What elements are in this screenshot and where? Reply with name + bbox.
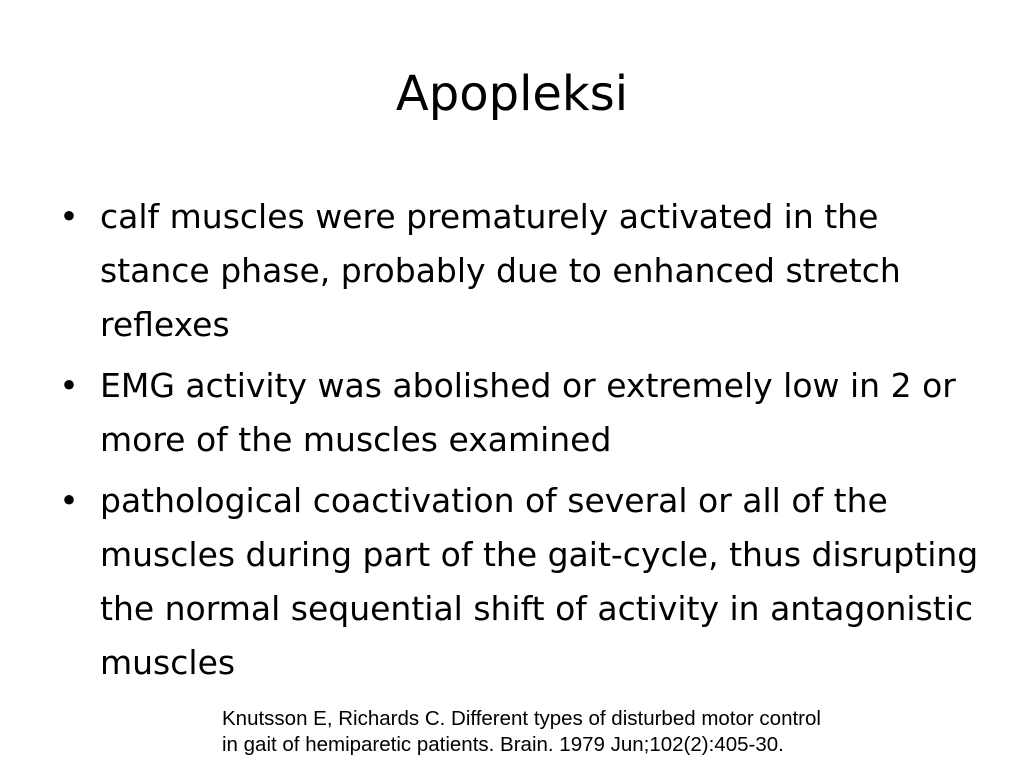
- bullet-item: [52, 190, 982, 352]
- bullet-text: EMG activity was abolished or extremely low in 2 or more of the muscles examined: [100, 366, 956, 459]
- bullet-dot-icon: •: [59, 366, 79, 405]
- bullet-text: calf muscles were prematurely activated in the stance phase, probably due to enhanced stretch reflexes: [100, 197, 901, 344]
- citation-line: Knutsson E, Richards C. Different types of disturbed motor control: [222, 707, 821, 730]
- slide-title: Apopleksi: [395, 66, 629, 122]
- bullet-text: pathological coactivation of several or all of the muscles during part of the gait-cycle, thus disrupting the normal sequential shift of activity in antagonistic muscles: [100, 481, 979, 682]
- bullet-dot-icon: •: [59, 197, 79, 236]
- citation-line: in gait of hemiparetic patients. Brain. 1979 Jun;102(2):405-30.: [222, 733, 784, 756]
- bullet-item: [52, 359, 982, 467]
- bullet-dot-icon: •: [59, 481, 79, 520]
- bullet-item: [52, 474, 982, 690]
- bullet-list: [52, 190, 982, 697]
- citation-reference: [222, 706, 1002, 758]
